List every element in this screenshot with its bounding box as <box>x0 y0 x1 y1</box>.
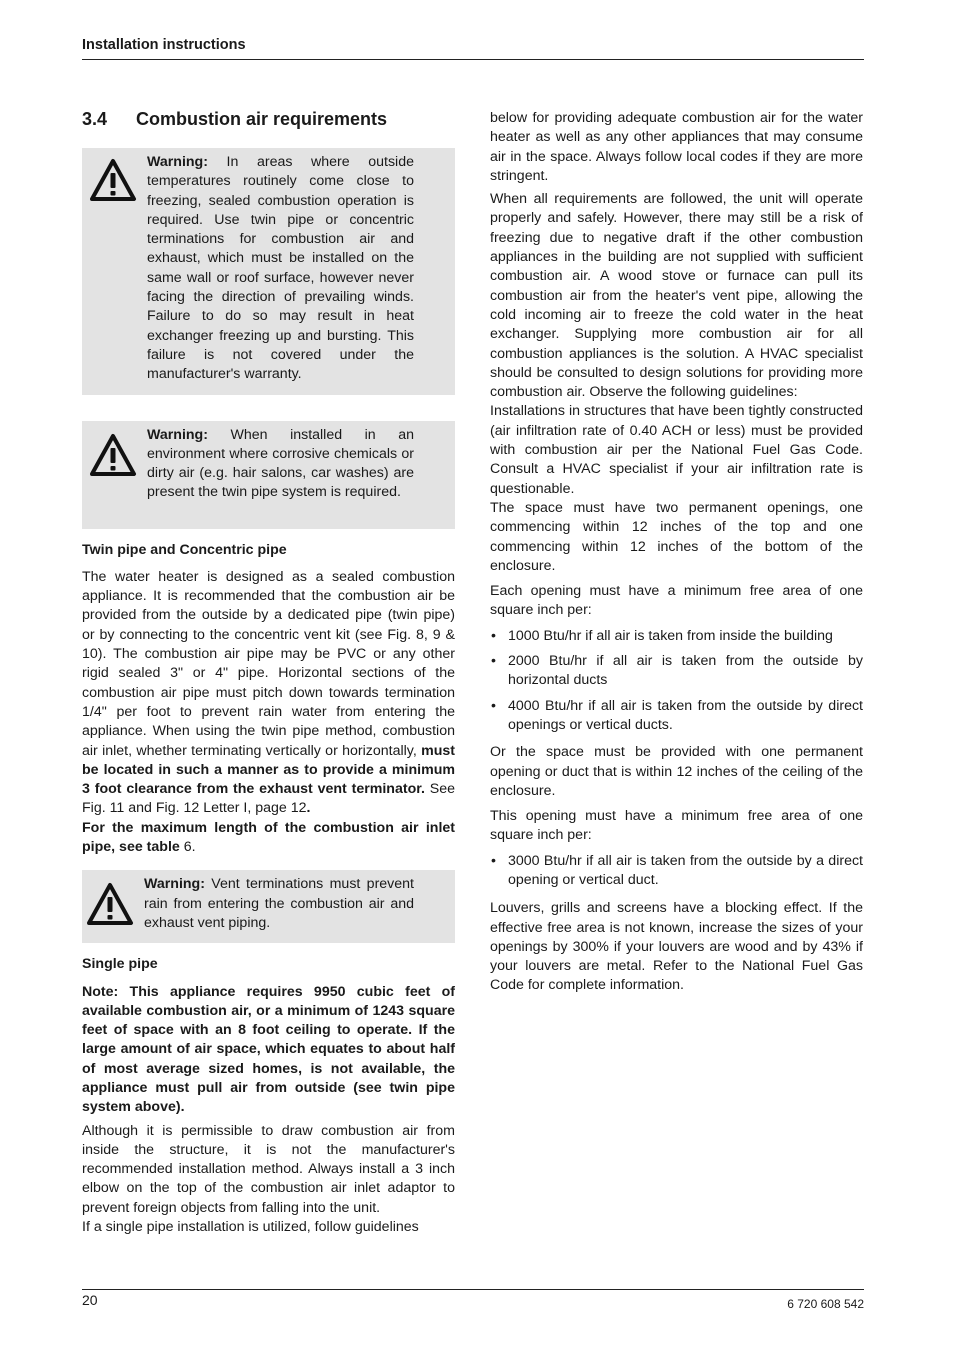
document-number: 6 720 608 542 <box>787 1297 864 1311</box>
list-item: • 1000 Btu/hr if all air is taken from inside the building <box>490 627 863 646</box>
subheading-twin-pipe: Twin pipe and Concentric pipe <box>82 541 287 558</box>
paragraph-tight-construction: Installations in structures that have been tightly constructed (air infiltration rate of 0.40 ACH or less) must be provided with combustion air per the National Fuel Gas Code. Consult a HVAC specialist if your air infiltration rate is questionable. <box>490 403 863 497</box>
bullet-list-single-opening <box>490 852 863 891</box>
list-item: • 3000 Btu/hr if all air is taken from the outside by a direct opening or vertical duct. <box>490 852 863 891</box>
warning-text: Warning: When installed in an environment where corrosive chemicals or dirty air (e.g. hair salons, car washes) are present the twin pipe system is required. <box>147 426 414 501</box>
right-column <box>490 109 863 996</box>
list-item: • 4000 Btu/hr if all air is taken from the outside by direct openings or vertical ducts. <box>490 697 863 736</box>
paragraph-freezing-risk: When all requirements are followed, the unit will operate properly and safely. However, there may still be a risk of freezing due to negative draft if the other combustion appliances in the building are not supplied with sufficient combustion air. A wood stove or furnace can pull its combustion air from the heater's vent pipe, allowing the cold incoming air to freeze the cold water in the heat exchanger. Supplying more combustion air for all combustion appliances is the solution. A HVAC specialist should be consulted to design solutions for providing more combustion air. Observe the following guidelines: <box>490 191 863 401</box>
warning-label: Warning: <box>147 154 208 170</box>
bullet-list-openings <box>490 627 863 735</box>
warning-text: Warning: In areas where outside temperatures routinely come close to freezing, sealed combustion operation is required. Use twin pipe or concentric terminations for combustion air and exhaust, which must be installed on the same wall or roof surface, however never facing the direction of prevailing winds. Failure to do so may result in heat exchanger freezing up and bursting. This failure is not covered under the manufacturer's warranty. <box>147 154 414 383</box>
paragraph-local-codes: below for providing adequate combustion air for the water heater as well as any other appliances that may consume air in the space. Always follow local codes if they are more stringent. <box>490 110 863 184</box>
subheading-single-pipe: Single pipe <box>82 956 158 973</box>
page-number: 20 <box>82 1292 98 1308</box>
warning-triangle-icon <box>86 882 134 926</box>
paragraph-single-opening: Or the space must be provided with one permanent opening or duct that is within 12 inches of the ceiling of the enclosure. <box>490 744 863 799</box>
single-pipe-paragraph: Although it is permissible to draw combustion air from inside the structure, it is not the manufacturer's recommended installation method. Always install a 3 inch elbow on the top of the combustion air inlet adaptor to prevent foreign objects from falling into the unit. <box>82 1122 455 1216</box>
warning-label: Warning: <box>144 876 205 893</box>
warning-box-freezing <box>82 148 455 395</box>
paragraph-single-opening-area: This opening must have a minimum free area of one square inch per: <box>490 808 863 844</box>
header-divider <box>82 59 864 60</box>
footer-divider <box>82 1289 864 1290</box>
warning-box-rain <box>82 870 455 943</box>
left-column <box>82 107 455 1237</box>
single-pipe-note: Note: This appliance requires 9950 cubic feet of available combustion air, or a minimum of 1243 square feet of space with an 8 foot ceiling to operate. If the large amount of air space, which equates to about half of most average sized homes, is not available, the appliance must pull air from outside (see twin pipe system above). <box>82 983 455 1116</box>
warning-label: Warning: <box>147 426 208 443</box>
section-title: Combustion air requirements <box>136 109 388 129</box>
warning-text: Warning: Vent terminations must prevent rain from entering the combustion air and exhaust vent piping. <box>144 876 414 931</box>
paragraph-louvers: Louvers, grills and screens have a blocking effect. If the effective free area is not known, increase the sizes of your openings by 300% if your louvers are wood and by 43% if your louvers are metal. Refer to the National Fuel Gas Code for complete information. <box>490 900 863 994</box>
paragraph-two-openings: The space must have two permanent openings, one commencing within 12 inches of the top and one commencing within 12 inches of the bottom of the enclosure. <box>490 499 863 574</box>
twin-pipe-paragraph: The water heater is designed as a sealed combustion appliance. It is recommended that the combustion air be provided from the outside by a dedicated pipe (twin pipe) or by connecting to the concentric vent kit (see Fig. 8, 9 & 10). The combustion air pipe may be PVC or any other rigid sealed 3" or 4" pipe. Horizontal sections of the combustion air pipe must pitch down towards termination 1/4" per foot to prevent rain water from entering the appliance. When using the twin pipe method, combustion air inlet, whether terminating vertically or horizontally, must be located in such a manner as to provide a minimum 3 foot clearance from the exhaust vent terminator. See Fig. 11 and Fig. 12 Letter I, page 12. <box>82 568 456 817</box>
max-length-paragraph: For the maximum length of the combustion air inlet pipe, see table 6. <box>82 819 455 856</box>
list-item: • 2000 Btu/hr if all air is taken from the outside by horizontal ducts <box>490 652 863 691</box>
section-number: 3.4 <box>82 109 108 129</box>
warning-triangle-icon <box>89 433 137 477</box>
paragraph-opening-area: Each opening must have a minimum free area of one square inch per: <box>490 583 863 619</box>
single-pipe-guidelines: If a single pipe installation is utilized, follow guidelines <box>82 1219 419 1236</box>
warning-triangle-icon <box>89 158 137 202</box>
section-heading <box>82 107 455 131</box>
running-header: Installation instructions <box>82 37 246 53</box>
warning-box-corrosive <box>82 421 455 529</box>
